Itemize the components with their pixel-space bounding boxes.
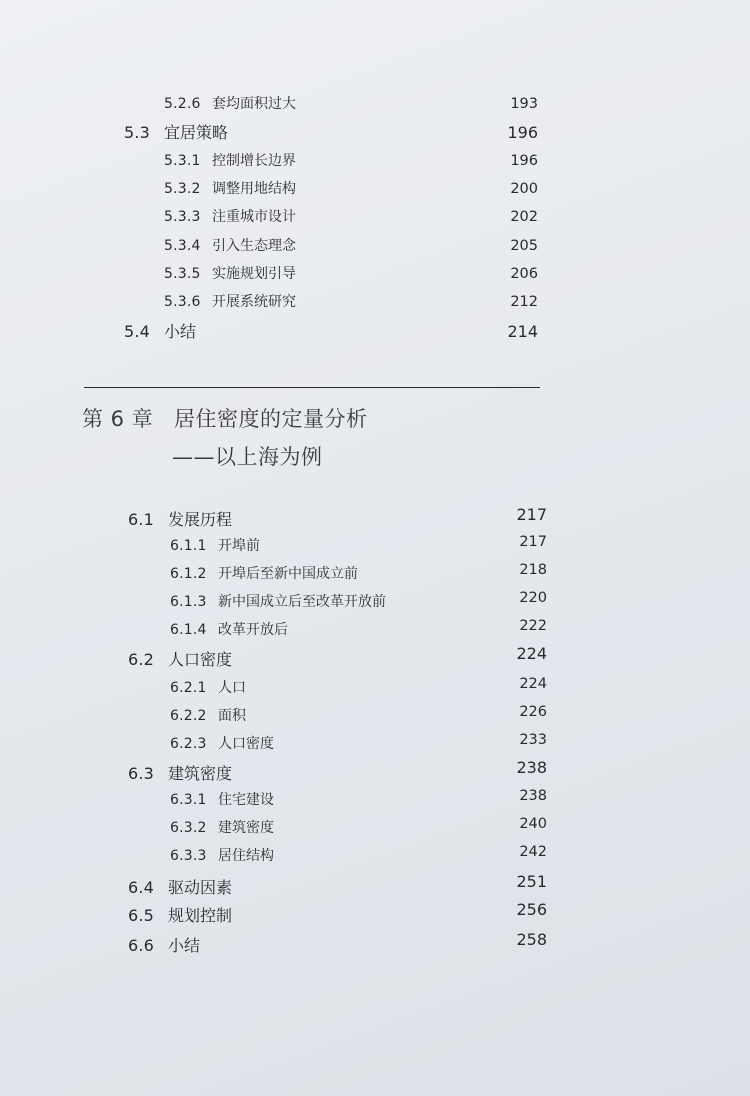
toc-entry-number: 6.1.3	[170, 594, 207, 610]
chapter-divider-rule	[84, 387, 540, 388]
toc-entry-number: 5.3.1	[164, 153, 201, 169]
toc-entry-number: 6.2.2	[170, 708, 207, 724]
toc-entry	[128, 648, 232, 672]
toc-entry	[128, 904, 232, 928]
toc-entry	[164, 262, 296, 286]
toc-entry-page: 217	[516, 505, 547, 524]
toc-entry	[164, 205, 296, 229]
toc-entry-number: 6.1	[128, 510, 155, 529]
toc-entry	[170, 534, 260, 558]
toc-entry-title: 注重城市设计	[212, 209, 296, 225]
toc-entry-number: 5.3	[124, 123, 151, 142]
toc-entry-title: 规划控制	[168, 906, 233, 925]
toc-entry-number: 5.4	[124, 322, 151, 341]
toc-entry-page: 212	[510, 294, 538, 310]
toc-entry-page: 242	[519, 844, 547, 860]
toc-entry-number: 5.3.5	[164, 266, 201, 282]
toc-entry-title: 改革开放后	[218, 622, 288, 638]
toc-entry-page: 220	[519, 590, 547, 606]
toc-entry-page: 196	[510, 153, 538, 169]
toc-entry-page: 200	[510, 181, 538, 197]
toc-entry-page: 206	[510, 266, 538, 282]
toc-entry	[164, 177, 296, 201]
toc-entry-page: 240	[519, 816, 547, 832]
toc-entry-title: 驱动因素	[168, 878, 233, 897]
toc-entry-title: 建筑密度	[168, 764, 233, 783]
toc-entry-title: 控制增长边界	[212, 153, 296, 169]
toc-entry-page: 224	[516, 644, 547, 663]
toc-entry-number: 6.2	[128, 650, 155, 669]
toc-entry-title: 小结	[168, 936, 201, 955]
chapter-subtitle: ——以上海为例	[172, 445, 323, 469]
toc-entry-page: 233	[519, 732, 547, 748]
toc-entry-page: 256	[516, 900, 547, 919]
toc-entry	[170, 618, 288, 642]
toc-entry-number: 5.2.6	[164, 96, 201, 112]
toc-entry-number: 6.4	[128, 878, 155, 897]
toc-entry	[170, 676, 246, 700]
toc-entry	[124, 320, 196, 344]
toc-entry	[170, 704, 246, 728]
toc-entry-number: 6.3.2	[170, 820, 207, 836]
toc-entry-title: 开埠前	[218, 538, 260, 554]
toc-entry-page: 226	[519, 704, 547, 720]
toc-entry-title: 开埠后至新中国成立前	[218, 566, 358, 582]
toc-entry-page: 238	[516, 758, 547, 777]
toc-entry-number: 6.1.1	[170, 538, 207, 554]
toc-entry-page: 205	[510, 238, 538, 254]
toc-entry-number: 6.2.3	[170, 736, 207, 752]
toc-entry-title: 新中国成立后至改革开放前	[218, 594, 386, 610]
toc-entry-page: 238	[519, 788, 547, 804]
toc-entry-title: 开展系统研究	[212, 294, 296, 310]
toc-entry	[170, 590, 386, 614]
toc-entry	[170, 732, 274, 756]
toc-entry	[170, 844, 274, 868]
toc-entry	[128, 762, 232, 786]
toc-entry	[128, 934, 200, 958]
toc-entry-title: 面积	[218, 708, 246, 724]
toc-entry-title: 建筑密度	[218, 820, 274, 836]
toc-entry	[170, 788, 274, 812]
toc-entry-page: 217	[519, 534, 547, 550]
toc-entry-title: 调整用地结构	[212, 181, 296, 197]
toc-entry-page: 218	[519, 562, 547, 578]
toc-entry-page: 258	[516, 930, 547, 949]
chapter-label: 第 6 章	[82, 407, 154, 431]
chapter-heading	[82, 404, 368, 434]
toc-entry	[164, 234, 296, 258]
toc-entry-title: 发展历程	[168, 510, 233, 529]
toc-entry-title: 小结	[164, 322, 197, 341]
toc-entry-page: 196	[507, 123, 538, 142]
toc-entry	[164, 290, 296, 314]
toc-entry	[164, 149, 296, 173]
toc-entry-number: 5.3.4	[164, 238, 201, 254]
toc-entry-number: 6.3.3	[170, 848, 207, 864]
toc-entry-title: 套均面积过大	[212, 96, 296, 112]
toc-entry-number: 6.6	[128, 936, 155, 955]
toc-entry-title: 实施规划引导	[212, 266, 296, 282]
toc-entry-page: 214	[507, 322, 538, 341]
toc-entry-number: 6.1.4	[170, 622, 207, 638]
toc-entry	[164, 92, 296, 116]
toc-entry-title: 宜居策略	[164, 123, 229, 142]
toc-entry-title: 人口密度	[218, 736, 274, 752]
toc-entry	[128, 876, 232, 900]
toc-entry	[170, 816, 274, 840]
toc-entry	[170, 562, 358, 586]
toc-entry-number: 5.3.2	[164, 181, 201, 197]
chapter-title: 居住密度的定量分析	[174, 407, 368, 431]
toc-entry-title: 人口密度	[168, 650, 233, 669]
toc-entry	[124, 121, 228, 145]
toc-entry-number: 6.3.1	[170, 792, 207, 808]
toc-entry-page: 202	[510, 209, 538, 225]
toc-entry-title: 居住结构	[218, 848, 274, 864]
toc-entry-page: 251	[516, 872, 547, 891]
toc-entry-title: 引入生态理念	[212, 238, 296, 254]
toc-entry-title: 住宅建设	[218, 792, 274, 808]
toc-entry-number: 5.3.3	[164, 209, 201, 225]
toc-entry-number: 6.2.1	[170, 680, 207, 696]
toc-entry-title: 人口	[218, 680, 246, 696]
toc-entry-page: 222	[519, 618, 547, 634]
toc-entry-page: 224	[519, 676, 547, 692]
toc-entry-page: 193	[510, 96, 538, 112]
toc-entry-number: 6.3	[128, 764, 155, 783]
toc-entry-number: 6.1.2	[170, 566, 207, 582]
toc-entry-number: 6.5	[128, 906, 155, 925]
toc-entry-number: 5.3.6	[164, 294, 201, 310]
toc-entry	[128, 508, 232, 532]
